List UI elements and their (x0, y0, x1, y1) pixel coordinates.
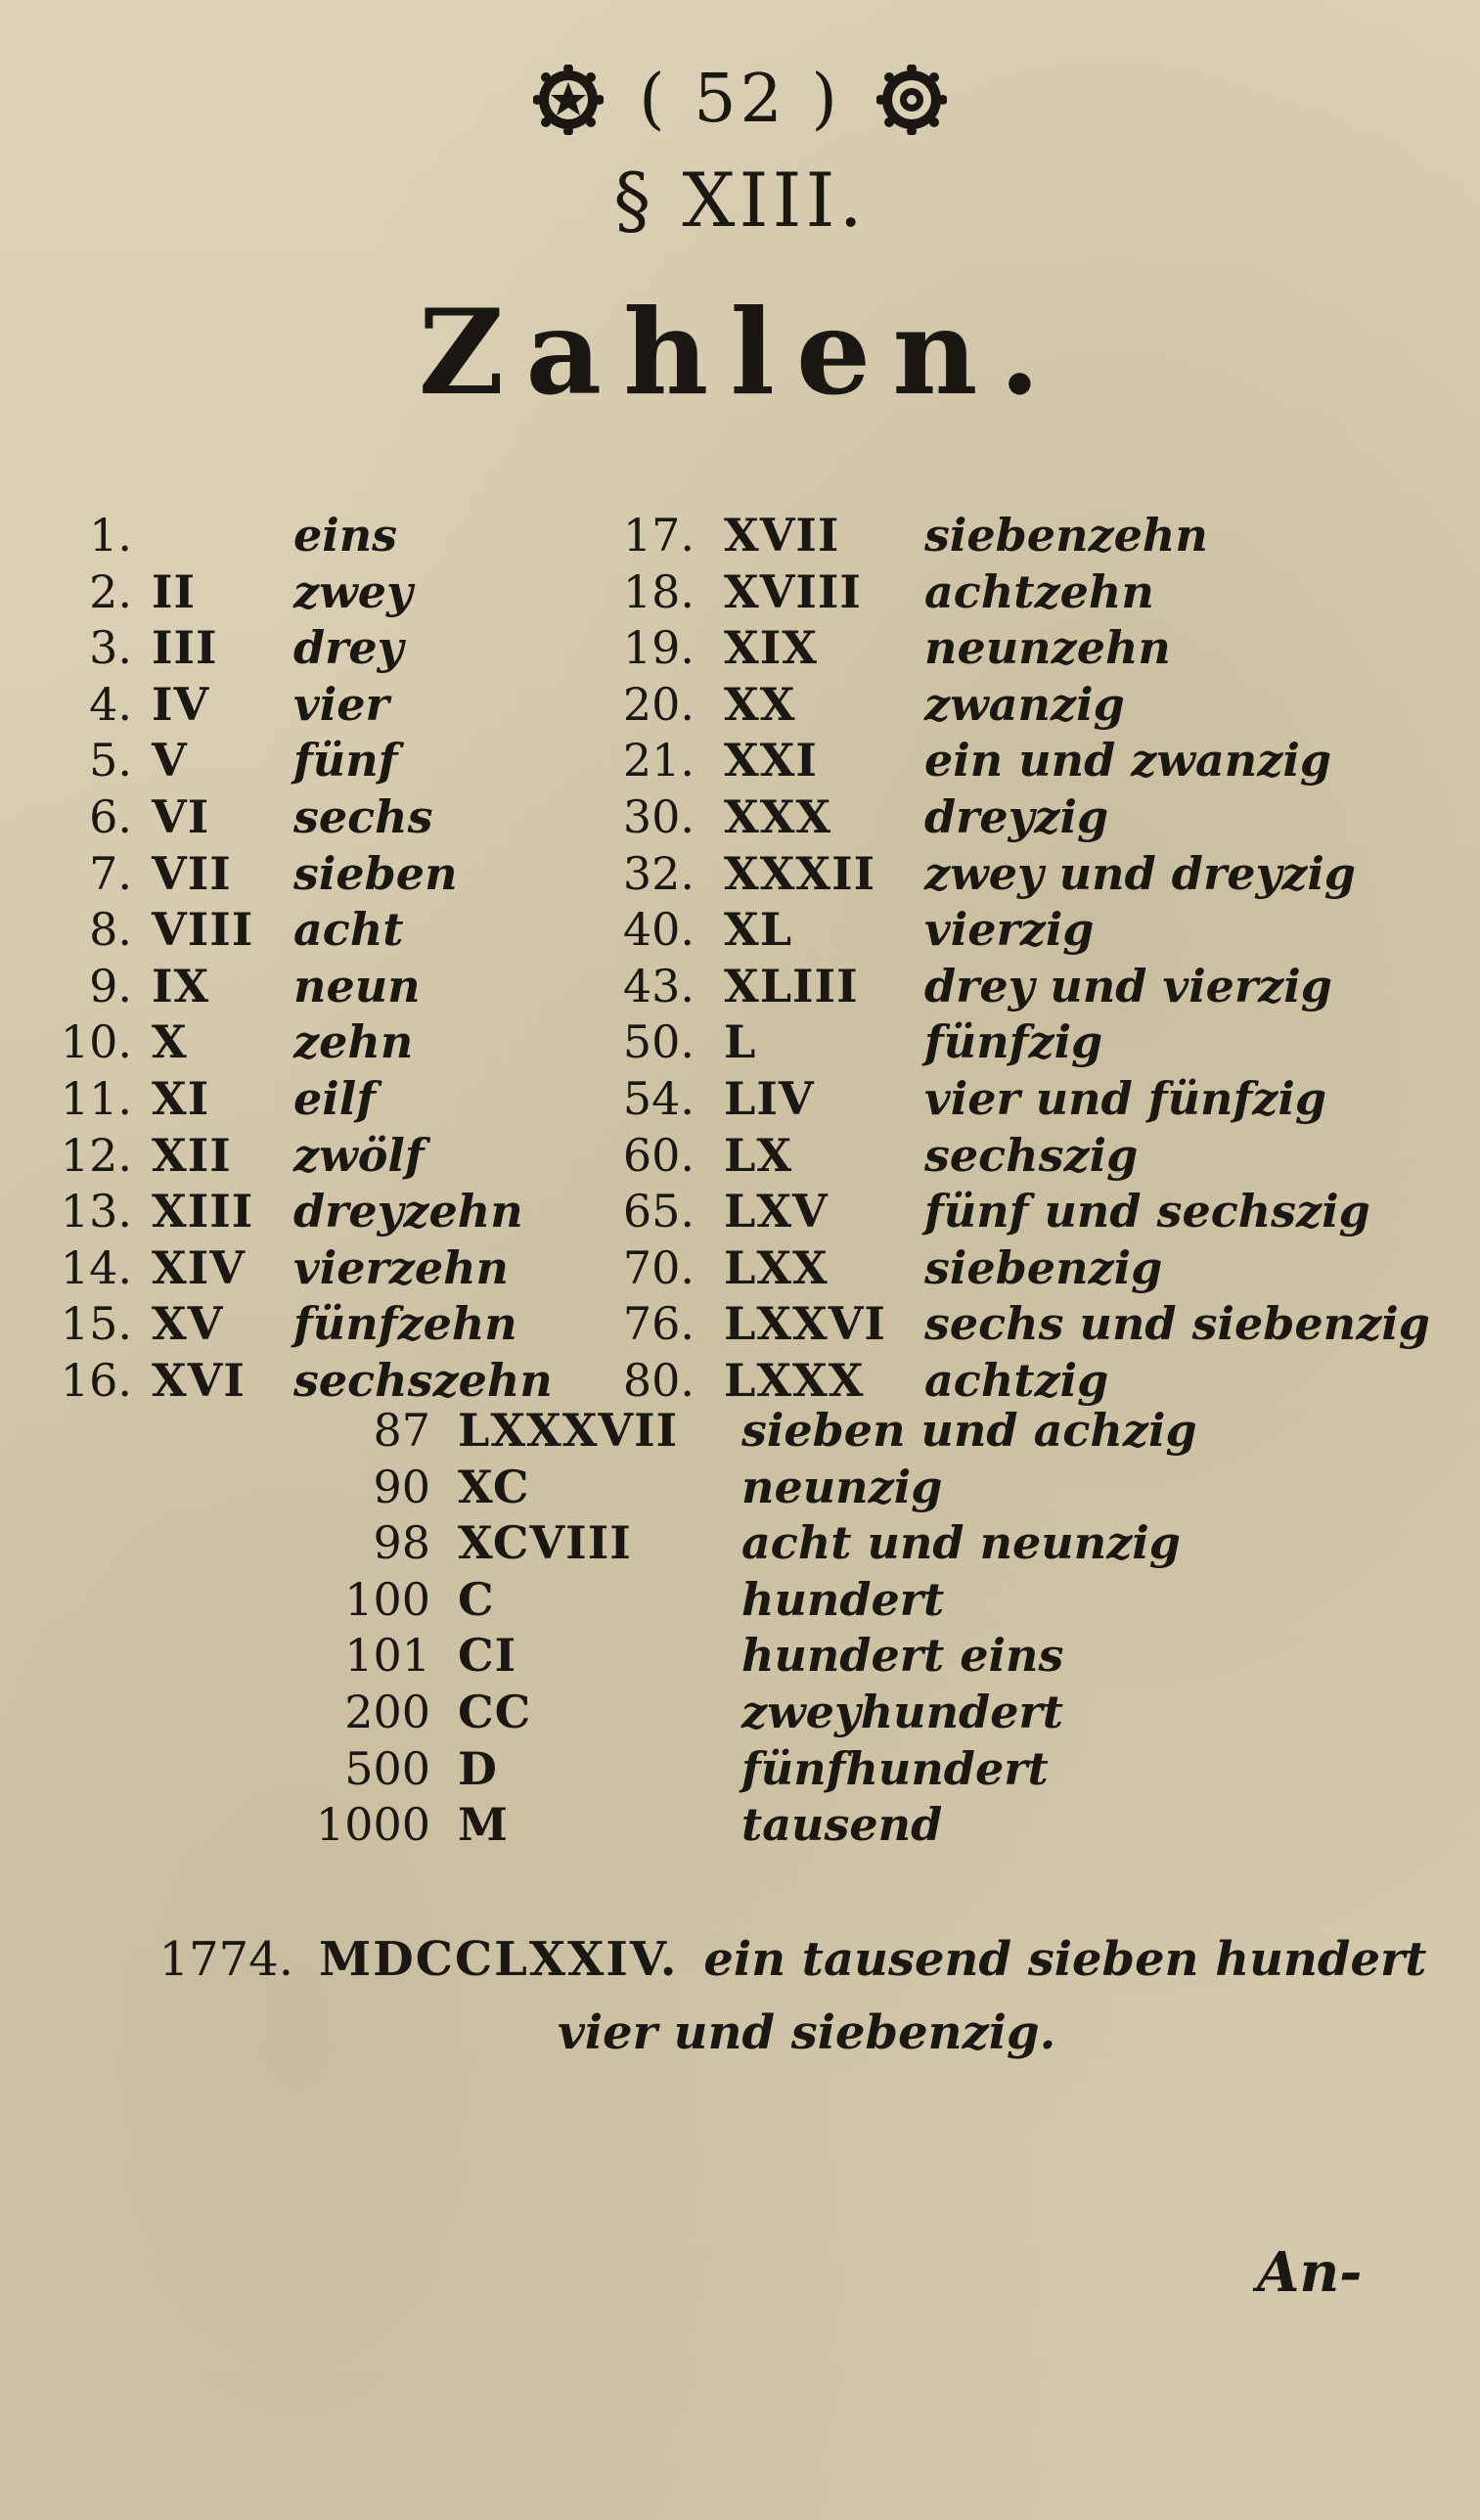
number-word: acht und neunzig (741, 1516, 1181, 1570)
number-row (39, 1297, 518, 1354)
number-word: dreyzehn (293, 1185, 523, 1238)
arabic-numeral: 20. (622, 677, 695, 731)
number-row (616, 509, 1335, 565)
number-word: eilf (293, 1071, 377, 1125)
roman-numeral: L (724, 1015, 757, 1069)
roman-numeral: XVIII (724, 564, 862, 618)
number-word: vier und fünfzig (924, 1071, 1327, 1125)
number-row (616, 734, 1335, 790)
number-word: zwölf (293, 1128, 425, 1182)
roman-numeral: XII (152, 1128, 232, 1182)
arabic-numeral: 50. (622, 1015, 695, 1069)
arabic-numeral: 4. (89, 677, 132, 731)
roman-numeral: LXXXVII (458, 1404, 679, 1457)
number-word: fünf und sechszig (924, 1185, 1370, 1238)
roman-numeral: VII (152, 846, 232, 900)
number-row (39, 1072, 518, 1129)
page-header (0, 61, 1480, 138)
roman-numeral: XI (152, 1071, 210, 1125)
page-title: Zahlen. (418, 284, 1062, 422)
left-number-column (39, 509, 553, 1411)
roman-numeral: IV (152, 677, 210, 731)
number-word: zwey (293, 564, 413, 618)
arabic-numeral: 70. (622, 1240, 695, 1294)
number-word: zwey und dreyzig (924, 846, 1356, 900)
roman-numeral: M (458, 1798, 509, 1852)
number-word: sechs und siebenzig (924, 1297, 1430, 1351)
roman-numeral: XCVIII (458, 1516, 632, 1570)
roman-numeral: LXX (724, 1240, 829, 1294)
roman-numeral: VIII (152, 903, 254, 957)
arabic-numeral: 500 (344, 1741, 430, 1795)
arabic-numeral: 3. (89, 621, 132, 675)
number-word: sechszehn (293, 1353, 553, 1407)
arabic-numeral: 14. (60, 1240, 132, 1294)
number-row (616, 1241, 1335, 1298)
arabic-numeral: 21. (622, 734, 695, 788)
year-roman: MDCCLXXIV. (319, 1932, 679, 1987)
arabic-numeral: 43. (622, 959, 695, 1012)
arabic-numeral: 17. (622, 509, 695, 562)
roman-numeral: LXXX (724, 1353, 865, 1407)
roman-numeral: IX (152, 959, 210, 1012)
number-row (39, 903, 518, 960)
year-line (147, 1932, 1427, 1987)
number-row (0, 1573, 1231, 1630)
number-word: fünfzig (924, 1015, 1103, 1069)
arabic-numeral: 8. (89, 903, 132, 957)
number-word: sieben und achzig (741, 1404, 1197, 1457)
number-word: vierzig (924, 903, 1095, 957)
number-row (616, 678, 1335, 735)
number-word: zehn (293, 1015, 414, 1069)
roman-numeral: XIX (724, 621, 818, 675)
number-word: neunzig (741, 1460, 943, 1513)
roman-numeral: LXV (724, 1185, 829, 1238)
arabic-numeral: 80. (622, 1353, 695, 1407)
number-word: sechs (293, 789, 433, 843)
section-heading: § XIII. (613, 157, 867, 244)
number-row (616, 960, 1335, 1016)
roman-numeral: XXX (724, 789, 832, 843)
arabic-numeral: 7. (89, 846, 132, 900)
number-word: drey (293, 621, 404, 675)
number-row (0, 1516, 1231, 1573)
number-row (39, 960, 518, 1016)
number-word: fünf (293, 734, 398, 788)
roman-numeral: LX (724, 1128, 793, 1182)
number-word: hundert eins (741, 1629, 1064, 1683)
number-word: tausend (741, 1798, 943, 1852)
number-word: vier (293, 677, 389, 731)
page-number: ( 52 ) (639, 61, 841, 138)
number-word: achtzehn (924, 564, 1154, 618)
roman-numeral: XLIII (724, 959, 859, 1012)
roman-numeral: XIII (152, 1185, 254, 1238)
arabic-numeral: 60. (622, 1128, 695, 1182)
roman-numeral: LXXVI (724, 1297, 886, 1351)
number-word: hundert (741, 1572, 945, 1626)
year-arabic: 1774. (158, 1932, 293, 1987)
roman-numeral: C (458, 1572, 495, 1626)
roman-numeral: XVII (724, 509, 840, 562)
number-word: sechszig (924, 1128, 1139, 1182)
number-row (39, 1129, 518, 1186)
roman-numeral: VI (152, 789, 210, 843)
number-row (616, 1185, 1370, 1241)
arabic-numeral: 11. (60, 1071, 132, 1125)
roman-numeral: XVI (152, 1353, 246, 1407)
number-row (39, 1015, 518, 1072)
arabic-numeral: 54. (622, 1071, 695, 1125)
right-number-column (616, 509, 1430, 1411)
number-word: acht (293, 903, 404, 957)
arabic-numeral: 87 (373, 1404, 430, 1457)
roman-numeral: XV (152, 1297, 224, 1351)
number-word: fünfzehn (293, 1297, 517, 1351)
catchword: An- (1257, 2240, 1363, 2305)
number-word: achtzig (924, 1353, 1109, 1407)
number-tables (0, 509, 1480, 1409)
number-row (39, 847, 518, 904)
arabic-numeral: 5. (89, 734, 132, 788)
arabic-numeral: 13. (60, 1185, 132, 1238)
roman-numeral: XXI (724, 734, 818, 788)
arabic-numeral: 16. (60, 1353, 132, 1407)
arabic-numeral: 101 (344, 1629, 430, 1683)
arabic-numeral: 65. (622, 1185, 695, 1238)
number-word: zweyhundert (741, 1685, 1063, 1738)
number-word: sieben (293, 846, 458, 900)
arabic-numeral: 6. (89, 789, 132, 843)
arabic-numeral: 90 (373, 1460, 430, 1513)
year-words-line1: ein tausend sieben hundert (703, 1932, 1427, 1987)
number-word: eins (293, 509, 398, 562)
arabic-numeral: 1. (89, 509, 132, 562)
number-row (0, 1742, 1231, 1799)
number-word: fünfhundert (741, 1741, 1049, 1795)
number-row (616, 1297, 1430, 1354)
roman-numeral: V (152, 734, 188, 788)
number-row (39, 790, 518, 847)
arabic-numeral: 19. (622, 621, 695, 675)
bottom-number-column (0, 1404, 1231, 1855)
number-word: ein und zwanzig (924, 734, 1331, 788)
arabic-numeral: 100 (344, 1572, 430, 1626)
roman-numeral: XC (458, 1460, 530, 1513)
number-row (616, 790, 1335, 847)
roman-numeral: XX (724, 677, 796, 731)
number-word: siebenzehn (924, 509, 1208, 562)
number-word: neun (293, 959, 421, 1012)
number-row (616, 621, 1335, 678)
number-row (39, 1353, 553, 1411)
number-row (39, 1241, 518, 1298)
arabic-numeral: 12. (60, 1128, 132, 1182)
roman-numeral: X (152, 1015, 188, 1069)
year-words-line2: vier und siebenzig. (558, 2005, 1056, 2060)
number-word: siebenzig (924, 1240, 1163, 1294)
number-row (616, 1015, 1335, 1072)
roman-numeral: XXXII (724, 846, 876, 900)
number-row (39, 678, 518, 735)
number-row (0, 1686, 1231, 1742)
arabic-numeral: 32. (622, 846, 695, 900)
number-word: zwanzig (924, 677, 1125, 731)
number-row (616, 1129, 1335, 1186)
roman-numeral: D (458, 1741, 498, 1795)
number-row (39, 565, 518, 622)
roman-numeral: XL (724, 903, 793, 957)
roman-numeral: CC (458, 1685, 532, 1738)
right-ornament-icon (876, 65, 947, 135)
number-row (616, 1072, 1335, 1129)
number-word: neunzehn (924, 621, 1171, 675)
roman-numeral: CI (458, 1629, 517, 1683)
arabic-numeral: 200 (344, 1685, 430, 1738)
number-row (39, 509, 518, 565)
number-row (616, 565, 1335, 622)
number-row (616, 846, 1356, 904)
number-row (616, 1354, 1335, 1411)
roman-numeral: III (152, 621, 218, 675)
arabic-numeral: 40. (622, 903, 695, 957)
roman-numeral: LIV (724, 1071, 815, 1125)
number-row (0, 1461, 1231, 1517)
number-word: dreyzig (924, 789, 1109, 843)
left-ornament-icon (533, 65, 604, 135)
arabic-numeral: 1000 (315, 1798, 430, 1852)
number-row (39, 734, 518, 790)
number-word: drey und vierzig (924, 959, 1332, 1012)
arabic-numeral: 9. (89, 959, 132, 1012)
number-row (0, 1404, 1231, 1461)
number-row (0, 1629, 1231, 1686)
number-row (616, 903, 1335, 960)
number-row (39, 621, 518, 678)
arabic-numeral: 15. (60, 1297, 132, 1351)
arabic-numeral: 10. (60, 1015, 132, 1069)
number-row (39, 1185, 523, 1241)
arabic-numeral: 2. (89, 564, 132, 618)
roman-numeral: II (152, 564, 197, 618)
arabic-numeral: 18. (622, 564, 695, 618)
number-word: vierzehn (293, 1240, 509, 1294)
arabic-numeral: 76. (622, 1297, 695, 1351)
roman-numeral: XIV (152, 1240, 246, 1294)
arabic-numeral: 98 (373, 1516, 430, 1570)
arabic-numeral: 30. (622, 789, 695, 843)
number-row (0, 1798, 1231, 1855)
